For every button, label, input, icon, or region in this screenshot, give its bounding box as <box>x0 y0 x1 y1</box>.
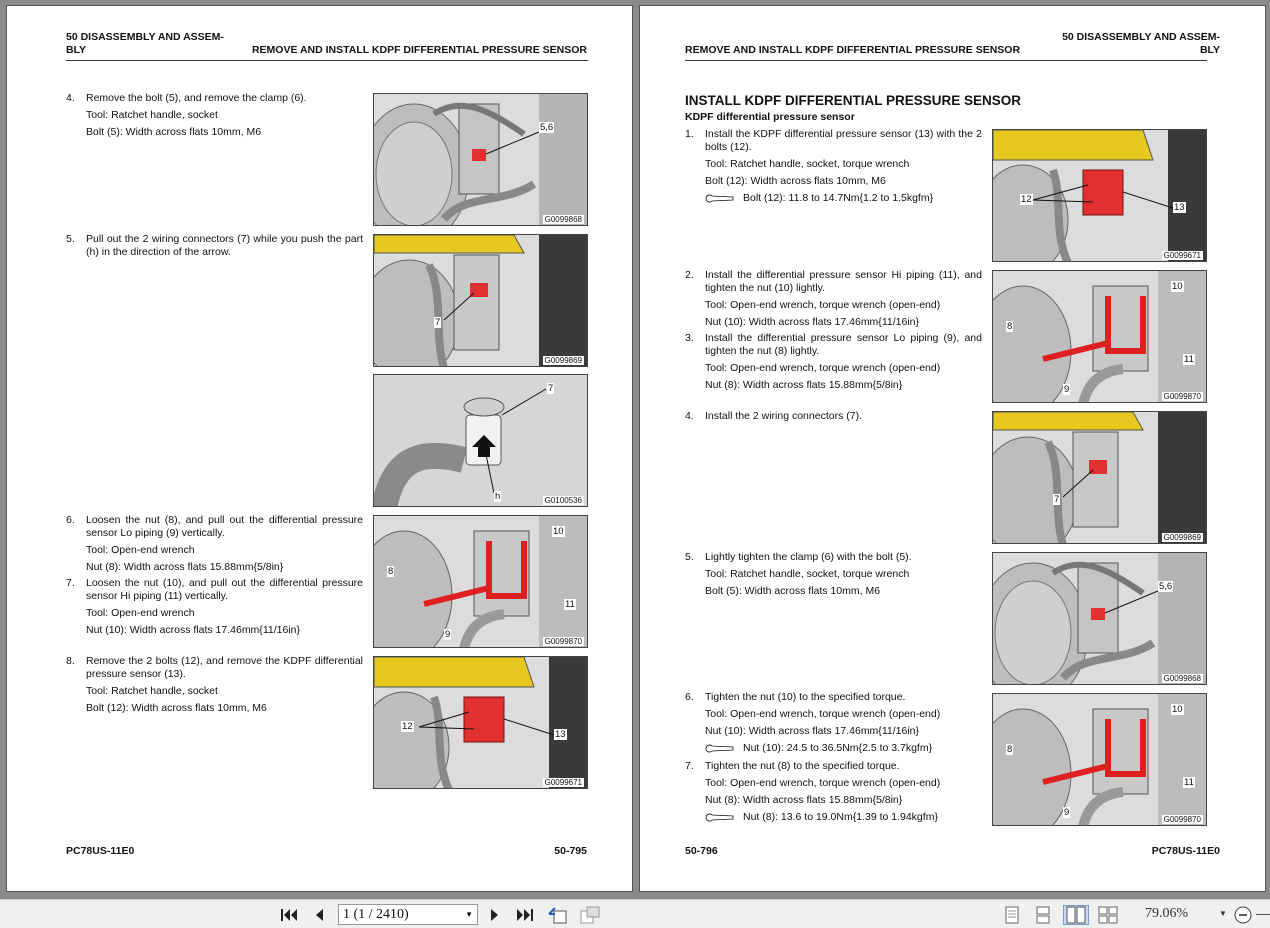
torque-spec <box>705 192 982 205</box>
step-text: Pull out the 2 wiring connectors (7) while you push the part (h) in the direction of the arrow. <box>86 233 363 258</box>
step-number: 5. <box>685 551 694 563</box>
section-header <box>66 31 224 57</box>
section-header-line: 50 DISASSEMBLY AND ASSEM- <box>66 31 224 43</box>
go-forward-view-icon[interactable] <box>580 905 600 925</box>
figure-sensor-bolts <box>373 656 588 789</box>
section-header-line: 50 DISASSEMBLY AND ASSEM- <box>1062 31 1220 43</box>
torque-wrench-icon <box>705 744 735 753</box>
step-text: Install the differential pressure sensor Lo piping (9), and tighten the nut (8) lightly. <box>705 332 982 357</box>
step-tool: Tool: Ratchet handle, socket <box>86 685 218 697</box>
step-tool: Tool: Open-end wrench, torque wrench (open-end) <box>705 777 941 789</box>
section-header <box>1062 31 1220 57</box>
figure-code: G0099868 <box>544 215 582 224</box>
figure-code: G0099671 <box>544 778 582 787</box>
figure-code: G0099870 <box>544 637 582 646</box>
step-text: Tighten the nut (10) to the specified torque. <box>705 691 906 703</box>
figure-code: G0099870 <box>1163 815 1201 824</box>
zoom-level[interactable]: 79.06% <box>1145 906 1189 921</box>
figure-code: G0099671 <box>1163 251 1201 260</box>
last-page-icon[interactable] <box>515 905 535 925</box>
callout-label: 10 <box>1172 281 1183 292</box>
callout-label: 8 <box>1007 744 1013 755</box>
torque-spec <box>705 811 982 824</box>
step-spec: Bolt (12): Width across flats 10mm, M6 <box>705 175 886 187</box>
step-text: Tighten the nut (8) to the specified torque. <box>705 760 900 772</box>
step-text: Lightly tighten the clamp (6) with the bolt (5). <box>705 551 912 563</box>
figure-piping <box>992 693 1207 826</box>
figure-engine-clamp <box>992 552 1207 685</box>
step-spec: Nut (8): Width across flats 15.88mm{5/8in} <box>86 561 284 573</box>
callout-label: 7 <box>1054 494 1060 505</box>
step-spec: Nut (8): Width across flats 15.88mm{5/8in} <box>705 794 903 806</box>
callout-label: 11 <box>565 599 575 610</box>
torque-spec <box>705 742 982 755</box>
step-spec: Bolt (5): Width across flats 10mm, M6 <box>705 585 881 597</box>
callout-label: 10 <box>553 526 564 537</box>
figure-piping <box>992 270 1207 403</box>
callout-label: 8 <box>388 566 394 577</box>
step-tool: Tool: Open-end wrench <box>86 607 195 619</box>
header-rule <box>66 60 588 61</box>
callout-label: 9 <box>1064 384 1070 395</box>
page-title: REMOVE AND INSTALL KDPF DIFFERENTIAL PRESSURE SENSOR <box>251 44 587 56</box>
step-number: 7. <box>685 760 694 772</box>
footer-page-number: 50-796 <box>685 845 718 857</box>
footer-model: PC78US-11E0 <box>1151 845 1220 857</box>
install-heading: INSTALL KDPF DIFFERENTIAL PRESSURE SENSOR <box>685 93 1022 108</box>
page-number-value: 1 (1 / 2410) <box>343 907 409 922</box>
torque-wrench-icon <box>705 194 735 203</box>
footer-model: PC78US-11E0 <box>66 845 135 857</box>
callout-label: 9 <box>1064 807 1070 818</box>
step-text: Loosen the nut (10), and pull out the differential pressure sensor Hi piping (11) vertically. <box>86 577 363 602</box>
section-header-line: BLY <box>66 44 87 56</box>
two-page-view-icon[interactable] <box>1063 905 1089 925</box>
callout-label: 9 <box>445 629 451 640</box>
callout-label: 5,6 <box>1159 581 1173 592</box>
step-number: 2. <box>685 269 694 281</box>
callout-label: 13 <box>1174 202 1185 213</box>
header-rule <box>685 60 1207 61</box>
callout-label: 11 <box>1184 354 1194 365</box>
chevron-down-icon[interactable]: ▼ <box>1219 909 1227 918</box>
figure-code: G0099868 <box>1163 674 1201 683</box>
callout-label: 12 <box>402 721 413 732</box>
section-header-line: BLY <box>1199 44 1220 56</box>
step-number: 5. <box>66 233 75 245</box>
figure-engine-clamp <box>373 93 588 226</box>
step-number: 3. <box>685 332 694 344</box>
callout-label: 12 <box>1021 194 1032 205</box>
callout-label: 7 <box>548 383 554 394</box>
step-text: Loosen the nut (8), and pull out the differential pressure sensor Lo piping (9) vertically. <box>86 514 363 539</box>
step-spec: Nut (10): Width across flats 17.46mm{11/16in} <box>86 624 300 636</box>
figure-wiring-connectors <box>992 411 1207 544</box>
step-text: Install the differential pressure sensor Hi piping (11), and tighten the nut (10) lightly. <box>705 269 982 294</box>
footer-page-number: 50-795 <box>554 845 587 857</box>
step-tool: Tool: Open-end wrench, torque wrench (open-end) <box>705 299 941 311</box>
figure-wiring-connectors <box>373 234 588 367</box>
step-text: Remove the bolt (5), and remove the clamp (6). <box>86 92 307 104</box>
previous-page-icon[interactable] <box>309 905 329 925</box>
install-subheading: KDPF differential pressure sensor <box>685 111 855 123</box>
page-50-795 <box>6 5 633 892</box>
step-number: 1. <box>685 128 694 140</box>
step-number: 6. <box>685 691 694 703</box>
torque-value: Nut (8): 13.6 to 19.0Nm{1.39 to 1.94kgfm} <box>743 811 938 823</box>
callout-label: 7 <box>435 317 441 328</box>
step-number: 8. <box>66 655 75 667</box>
step-spec: Nut (10): Width across flats 17.46mm{11/16in} <box>705 725 919 737</box>
torque-value: Nut (10): 24.5 to 36.5Nm{2.5 to 3.7kgfm} <box>743 742 933 754</box>
step-tool: Tool: Open-end wrench, torque wrench (open-end) <box>705 708 941 720</box>
figure-sensor-bolts <box>992 129 1207 262</box>
step-tool: Tool: Ratchet handle, socket <box>86 109 218 121</box>
step-tool: Tool: Open-end wrench <box>86 544 195 556</box>
step-spec: Nut (8): Width across flats 15.88mm{5/8in} <box>705 379 903 391</box>
torque-wrench-icon <box>705 813 735 822</box>
step-text: Install the KDPF differential pressure sensor (13) with the 2 bolts (12). <box>705 128 982 153</box>
callout-label: 10 <box>1172 704 1183 715</box>
step-tool: Tool: Ratchet handle, socket, torque wrench <box>705 568 910 580</box>
step-text: Remove the 2 bolts (12), and remove the KDPF differential pressure sensor (13). <box>86 655 363 680</box>
step-spec: Nut (10): Width across flats 17.46mm{11/16in} <box>705 316 919 328</box>
step-tool: Tool: Ratchet handle, socket, torque wrench <box>705 158 910 170</box>
viewer-toolbar <box>0 899 1270 928</box>
callout-label: 11 <box>1184 777 1194 788</box>
page-50-796 <box>639 5 1266 892</box>
figure-code: G0100536 <box>544 496 582 505</box>
step-number: 6. <box>66 514 75 526</box>
step-spec: Bolt (12): Width across flats 10mm, M6 <box>86 702 267 714</box>
zoom-slider-track[interactable] <box>1256 914 1270 915</box>
callout-label: 13 <box>555 729 566 740</box>
figure-connector-closeup <box>373 374 588 507</box>
step-text: Install the 2 wiring connectors (7). <box>705 410 862 422</box>
single-page-view-icon[interactable] <box>1002 905 1022 925</box>
figure-code: G0099869 <box>1163 533 1201 542</box>
two-page-continuous-icon[interactable] <box>1098 905 1118 925</box>
step-tool: Tool: Open-end wrench, torque wrench (open-end) <box>705 362 941 374</box>
callout-label: h <box>495 491 501 502</box>
step-number: 7. <box>66 577 75 589</box>
torque-value: Bolt (12): 11.8 to 14.7Nm{1.2 to 1.5kgfm} <box>743 192 934 204</box>
figure-piping <box>373 515 588 648</box>
step-number: 4. <box>66 92 75 104</box>
zoom-out-icon[interactable] <box>1233 905 1253 925</box>
first-page-icon[interactable] <box>279 905 299 925</box>
callout-label: 8 <box>1007 321 1013 332</box>
page-number-input[interactable] <box>338 904 478 925</box>
callout-label: 5,6 <box>540 122 554 133</box>
step-number: 4. <box>685 410 694 422</box>
figure-code: G0099869 <box>544 356 582 365</box>
figure-code: G0099870 <box>1163 392 1201 401</box>
step-spec: Bolt (5): Width across flats 10mm, M6 <box>86 126 262 138</box>
go-back-view-icon[interactable] <box>547 905 567 925</box>
next-page-icon[interactable] <box>485 905 505 925</box>
page-title: REMOVE AND INSTALL KDPF DIFFERENTIAL PRESSURE SENSOR <box>685 44 1021 56</box>
chevron-down-icon[interactable]: ▼ <box>465 910 473 919</box>
continuous-view-icon[interactable] <box>1033 905 1053 925</box>
